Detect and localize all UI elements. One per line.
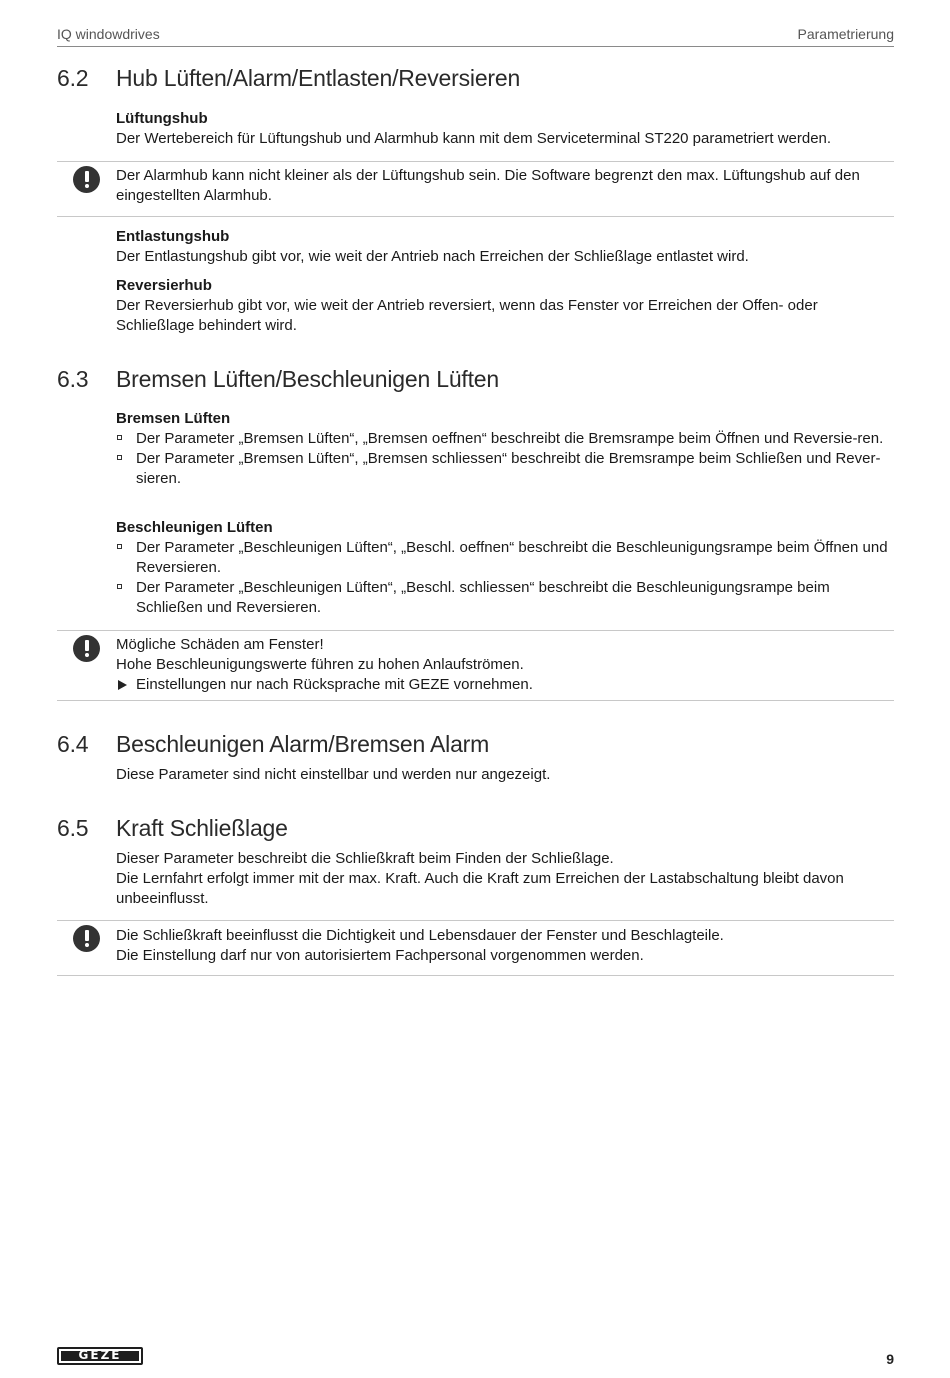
note-schliesskraft — [57, 920, 894, 976]
section-number: 6.3 — [57, 366, 89, 392]
header-chapter: Parametrierung — [797, 26, 894, 42]
bullet-square-icon — [117, 435, 122, 440]
note-action: Einstellungen nur nach Rücksprache mit GEZE vornehmen. — [116, 675, 894, 695]
exclamation-icon — [73, 925, 100, 952]
exclamation-icon — [73, 166, 100, 193]
s65-block — [116, 849, 894, 909]
note-text: Die Einstellung darf nur von autorisiertem Fachpersonal vorgenommen werden. — [116, 947, 644, 964]
section-heading: Bremsen Lüften/Beschleunigen Lüften — [116, 366, 499, 392]
note-warning: Mögliche Schäden am Fenster! — [116, 636, 324, 653]
header-product: IQ windowdrives — [57, 26, 160, 42]
subheading: Beschleunigen Lüften — [116, 519, 273, 536]
bullet-square-icon — [117, 544, 122, 549]
paragraph: Die Lernfahrt erfolgt immer mit der max. Kraft. Auch die Kraft zum Erreichen der Lastabschaltung bleibt davon unbeeinflusst. — [116, 870, 844, 907]
section-heading: Kraft Schließlage — [116, 815, 288, 841]
section-heading: Beschleunigen Alarm/Bremsen Alarm — [116, 731, 490, 757]
list-item: Der Parameter „Beschleunigen Lüften“, „Beschl. oeffnen“ beschreibt die Beschleunigungsrampe beim Öffnen und Reversieren. — [116, 538, 894, 578]
logo-text: GEZE — [78, 1348, 122, 1362]
list-item: Der Parameter „Bremsen Lüften“, „Bremsen oeffnen“ beschreibt die Bremsrampe beim Öffnen und Reversie-ren. — [116, 429, 894, 449]
entlastungshub-block — [116, 227, 894, 267]
paragraph: Der Entlastungshub gibt vor, wie weit der Antrieb nach Erreichen der Schließlage entlastet wird. — [116, 248, 749, 265]
note-text: Hohe Beschleunigungswerte führen zu hohen Anlaufströmen. — [116, 656, 524, 673]
subheading: Lüftungshub — [116, 110, 208, 127]
subheading: Entlastungshub — [116, 228, 230, 245]
bullet-square-icon — [117, 455, 122, 460]
paragraph: Der Wertebereich für Lüftungshub und Alarmhub kann mit dem Serviceterminal ST220 parametriert werden. — [116, 130, 832, 147]
section-number: 6.5 — [57, 815, 89, 841]
geze-logo — [57, 1347, 143, 1365]
play-arrow-icon — [118, 680, 127, 690]
reversierhub-block — [116, 276, 894, 336]
page-header — [57, 24, 894, 47]
paragraph: Der Reversierhub gibt vor, wie weit der Antrieb reversiert, wenn das Fenster vor Erreichen der Offen- oder Schließlage behindert wird. — [116, 297, 818, 334]
bremsen-list — [116, 429, 894, 489]
note-schaeden — [57, 630, 894, 701]
lueftungshub-block — [116, 109, 894, 149]
list-item: Der Parameter „Bremsen Lüften“, „Bremsen schliessen“ beschreibt die Bremsrampe beim Schließen und Rever-sieren. — [116, 449, 894, 489]
beschleunigen-block — [116, 518, 894, 618]
subheading: Bremsen Lüften — [116, 410, 231, 427]
bullet-square-icon — [117, 584, 122, 589]
s64-block — [116, 765, 894, 785]
note-alarmhub — [57, 161, 894, 217]
section-number: 6.2 — [57, 65, 89, 91]
section-heading: Hub Lüften/Alarm/Entlasten/Reversieren — [116, 65, 521, 91]
list-item: Der Parameter „Beschleunigen Lüften“, „Beschl. schliessen“ beschreibt die Beschleunigungsrampe beim Schließen und Reversieren. — [116, 578, 894, 618]
subheading: Reversierhub — [116, 277, 212, 294]
beschleunigen-list — [116, 538, 894, 618]
exclamation-icon — [73, 635, 100, 662]
bremsen-block — [116, 409, 894, 489]
note-text: Die Schließkraft beeinflusst die Dichtigkeit und Lebensdauer der Fenster und Beschlagteile. — [116, 927, 724, 944]
paragraph: Dieser Parameter beschreibt die Schließkraft beim Finden der Schließlage. — [116, 850, 614, 867]
paragraph: Diese Parameter sind nicht einstellbar und werden nur angezeigt. — [116, 766, 551, 783]
note-text: Der Alarmhub kann nicht kleiner als der Lüftungshub sein. Die Software begrenzt den max. Lüftungshub auf den eingestellten Alarmhub. — [116, 167, 860, 204]
page-number: 9 — [886, 1351, 894, 1367]
section-number: 6.4 — [57, 731, 89, 757]
